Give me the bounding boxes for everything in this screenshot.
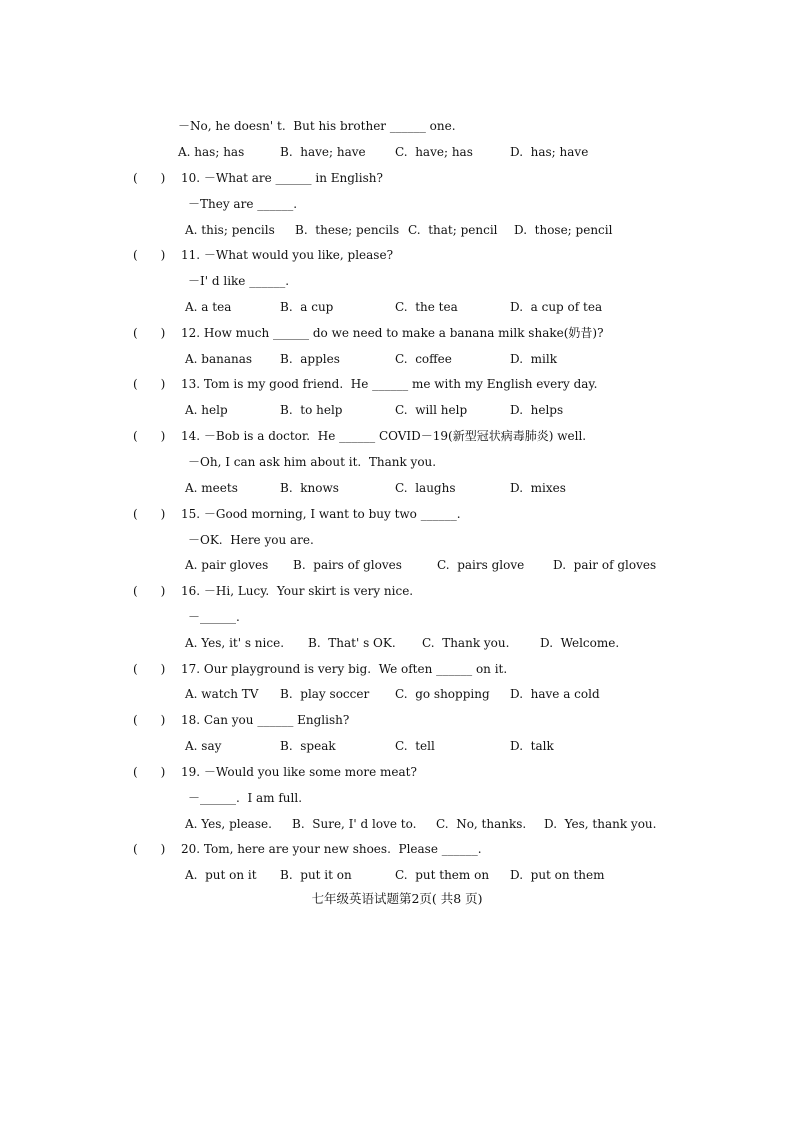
option-b-q14: B. knows xyxy=(280,481,339,495)
option-a-q11: A. a tea xyxy=(185,300,232,314)
question-stem-q11: 11. －What would you like, please? xyxy=(181,248,394,262)
option-c-q19: C. No, thanks. xyxy=(436,817,527,831)
option-c-q20: C. put them on xyxy=(395,868,490,882)
question-stem-q17: 17. Our playground is very big. We often ______ on it. xyxy=(181,662,508,676)
option-a-q15: A. pair gloves xyxy=(185,558,269,572)
question-stem-q18: 18. Can you ______ English? xyxy=(181,713,350,727)
option-a-q13: A. help xyxy=(185,403,228,417)
carry-option-a: A. has; has xyxy=(178,145,245,159)
option-d-q12: D. milk xyxy=(510,352,557,366)
question-reply-q14: －Oh, I can ask him about it. Thank you. xyxy=(188,455,437,469)
option-b-q19: B. Sure, I' d love to. xyxy=(292,817,417,831)
option-c-q14: C. laughs xyxy=(395,481,456,495)
answer-blank-q17[interactable]: ( ) xyxy=(133,662,166,676)
question-reply-q10: －They are ______. xyxy=(188,197,298,211)
answer-blank-q12[interactable]: ( ) xyxy=(133,326,166,340)
carry-option-c: C. have; has xyxy=(395,145,473,159)
answer-blank-q11[interactable]: ( ) xyxy=(133,248,166,262)
carry-answer-line: －No, he doesn' t. But his brother ______ one. xyxy=(178,119,456,133)
option-c-q17: C. go shopping xyxy=(395,687,490,701)
option-d-q18: D. talk xyxy=(510,739,554,753)
question-stem-q13: 13. Tom is my good friend. He ______ me with my English every day. xyxy=(181,377,598,391)
answer-blank-q16[interactable]: ( ) xyxy=(133,584,166,598)
option-a-q14: A. meets xyxy=(185,481,238,495)
option-a-q20: A. put on it xyxy=(185,868,257,882)
answer-blank-q18[interactable]: ( ) xyxy=(133,713,166,727)
answer-blank-q19[interactable]: ( ) xyxy=(133,765,166,779)
option-d-q10: D. those; pencil xyxy=(514,223,613,237)
question-stem-q15: 15. －Good morning, I want to buy two ______. xyxy=(181,507,461,521)
option-b-q16: B. That' s OK. xyxy=(308,636,396,650)
option-d-q16: D. Welcome. xyxy=(540,636,620,650)
option-a-q17: A. watch TV xyxy=(185,687,259,701)
option-d-q14: D. mixes xyxy=(510,481,566,495)
question-reply-q15: －OK. Here you are. xyxy=(188,533,314,547)
option-c-q11: C. the tea xyxy=(395,300,458,314)
option-b-q13: B. to help xyxy=(280,403,343,417)
option-b-q17: B. play soccer xyxy=(280,687,370,701)
option-c-q12: C. coffee xyxy=(395,352,452,366)
question-reply-q11: －I' d like ______. xyxy=(188,274,290,288)
carry-option-b: B. have; have xyxy=(280,145,366,159)
option-d-q17: D. have a cold xyxy=(510,687,600,701)
question-stem-q16: 16. －Hi, Lucy. Your skirt is very nice. xyxy=(181,584,414,598)
option-a-q18: A. say xyxy=(185,739,222,753)
answer-blank-q15[interactable]: ( ) xyxy=(133,507,166,521)
question-stem-q10: 10. －What are ______ in English? xyxy=(181,171,383,185)
option-c-q10: C. that; pencil xyxy=(408,223,498,237)
answer-blank-q13[interactable]: ( ) xyxy=(133,377,166,391)
question-reply-q16: －______. xyxy=(188,610,240,624)
option-b-q10: B. these; pencils xyxy=(295,223,400,237)
option-b-q11: B. a cup xyxy=(280,300,334,314)
carry-option-d: D. has; have xyxy=(510,145,589,159)
option-c-q18: C. tell xyxy=(395,739,435,753)
option-c-q15: C. pairs glove xyxy=(437,558,525,572)
option-d-q20: D. put on them xyxy=(510,868,605,882)
page-footer: 七年级英语试题第2页( 共8 页) xyxy=(311,891,483,906)
option-a-q16: A. Yes, it' s nice. xyxy=(185,636,285,650)
answer-blank-q10[interactable]: ( ) xyxy=(133,171,166,185)
question-reply-q19: －______. I am full. xyxy=(188,791,303,805)
option-b-q20: B. put it on xyxy=(280,868,352,882)
question-stem-q12: 12. How much ______ do we need to make a banana milk shake(奶昔)? xyxy=(181,326,604,340)
option-b-q18: B. speak xyxy=(280,739,336,753)
option-b-q15: B. pairs of gloves xyxy=(293,558,402,572)
option-d-q11: D. a cup of tea xyxy=(510,300,603,314)
option-c-q16: C. Thank you. xyxy=(422,636,510,650)
option-a-q12: A. bananas xyxy=(185,352,253,366)
question-stem-q14: 14. －Bob is a doctor. He ______ COVID－19(新型冠状病毒肺炎) well. xyxy=(181,429,587,443)
option-a-q10: A. this; pencils xyxy=(185,223,275,237)
answer-blank-q14[interactable]: ( ) xyxy=(133,429,166,443)
option-a-q19: A. Yes, please. xyxy=(185,817,272,831)
option-d-q13: D. helps xyxy=(510,403,564,417)
question-stem-q19: 19. －Would you like some more meat? xyxy=(181,765,417,779)
option-d-q15: D. pair of gloves xyxy=(553,558,657,572)
option-d-q19: D. Yes, thank you. xyxy=(544,817,657,831)
question-stem-q20: 20. Tom, here are your new shoes. Please ______. xyxy=(181,842,482,856)
answer-blank-q20[interactable]: ( ) xyxy=(133,842,166,856)
option-b-q12: B. apples xyxy=(280,352,340,366)
option-c-q13: C. will help xyxy=(395,403,468,417)
